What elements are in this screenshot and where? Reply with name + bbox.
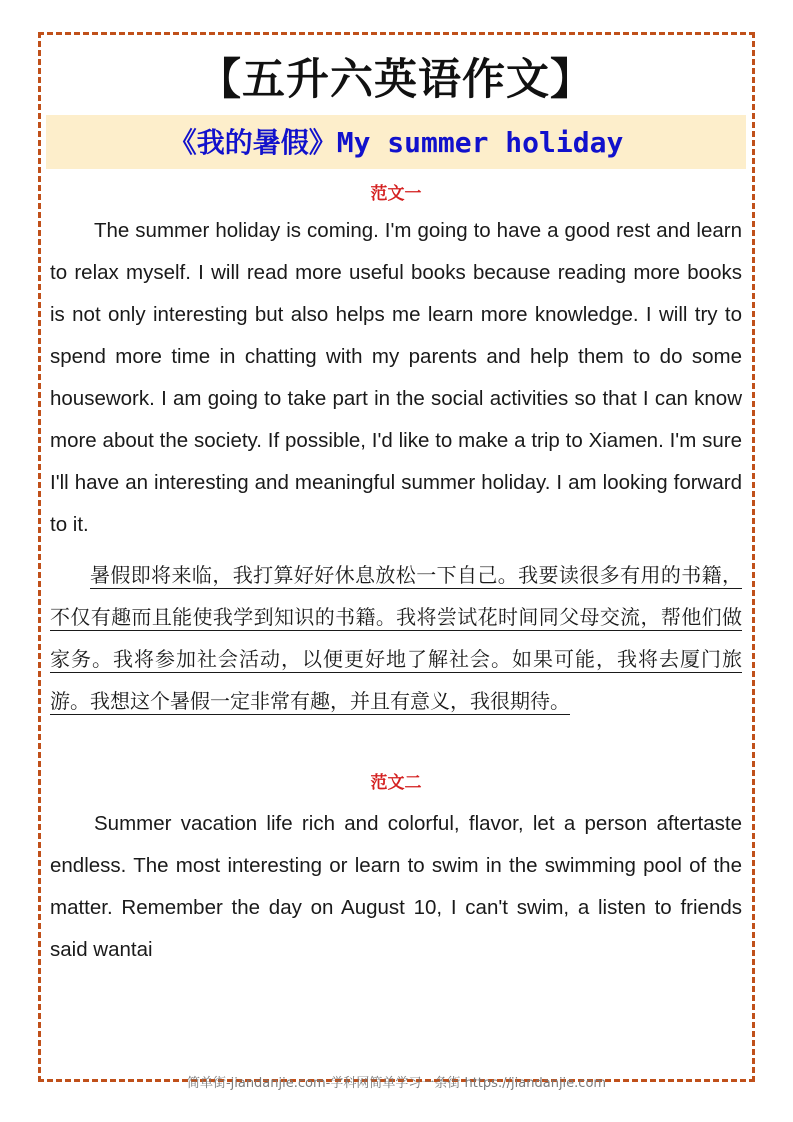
document-content — [46, 44, 746, 973]
essay-one-chinese: 暑假即将来临，我打算好好休息放松一下自己。我要读很多有用的书籍，不仅有趣而且能使我学到知识的书籍。我将尝试花时间同父母交流，帮他们做家务。我将参加社会活动，以便更好地了解社会。如果可能，我将去厦门旅游。我想这个暑假一定非常有趣，并且有意义，我很期待。 — [50, 563, 742, 714]
subtitle-english: My summer holiday — [336, 126, 624, 160]
subtitle-chinese: 《我的暑假》 — [168, 126, 337, 160]
section-label-one: 范文一 — [370, 184, 422, 205]
section-label-two: 范文二 — [370, 773, 422, 794]
essay-one-english: The summer holiday is coming. I'm going to have a good rest and learn to relax myself. I will read more useful books because reading more books is not only interesting but also helps me learn more knowledge. I will try to spend more time in chatting with my parents and help them to do some housework. I am going to take part in the social activities so that I can know more about the society. If possible, I'd like to make a trip to Xiamen. I'm sure I'll have an interesting and meaningful summer holiday. I am looking forward to it. — [50, 219, 742, 537]
essay-two-english: Summer vacation life rich and colorful, flavor, let a person aftertaste endless. The most interesting or learn to swim in the swimming pool of the matter. Remember the day on August 10, I can't swim, a listen to friends said wantai — [50, 812, 742, 962]
subtitle-line — [169, 126, 624, 159]
page-title: 【五升六英语作文】 — [198, 55, 594, 105]
footer-watermark: 简单街-jiandanjie.com-学科网简单学习一条街 https://jiandanjie.com — [186, 1076, 607, 1091]
subtitle-band — [46, 115, 746, 169]
